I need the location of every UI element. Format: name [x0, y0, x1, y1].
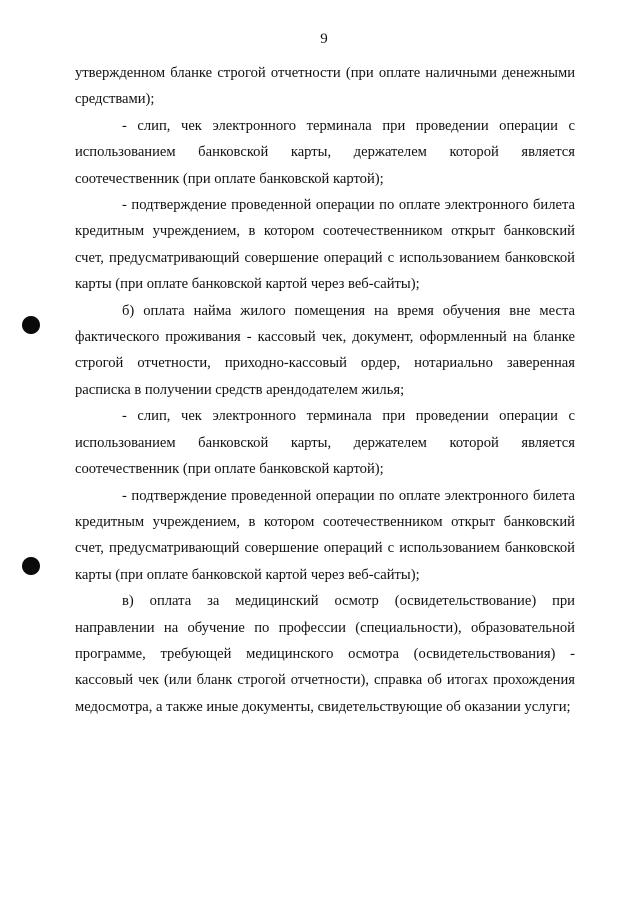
paragraph-slip-card-1: - слип, чек электронного терминала при проведении операции с использованием банковской карты, держателем которой является соотечественник (при оплате банковской картой); [75, 117, 575, 187]
paragraph-1-continuation: утвержденном бланке строгой отчетности (при оплате наличными денежными средствами); [75, 65, 575, 108]
punch-hole-mark [22, 557, 40, 575]
paragraph-eticket-confirmation-2: - подтверждение проведенной операции по оплате электронного билета кредитным учреждением, в котором соотечественником открыт банковский счет, предусматривающий совершение операций с использованием банковской карты (при оплате банковской картой через веб-сайты); [75, 487, 575, 583]
paragraph-v-medical-exam: в) оплата за медицинский осмотр (освидетельствование) при направлении на обучение по профессии (специальности), образовательной программе, требующей медицинского осмотра (освидетельствования) - кассовый чек (или бланк строгой отчетности), справка об итогах прохождения медосмотра, а также иные документы, свидетельствующие об оказании услуги; [75, 593, 575, 715]
page-number: 9 [320, 31, 328, 47]
document-body [75, 60, 575, 720]
punch-hole-mark [22, 316, 40, 334]
paragraph-eticket-confirmation-1: - подтверждение проведенной операции по оплате электронного билета кредитным учреждением, в котором соотечественником открыт банковский счет, предусматривающий совершение операций с использованием банковской карты (при оплате банковской картой через веб-сайты); [75, 197, 575, 293]
paragraph-b-housing-rent: б) оплата найма жилого помещения на время обучения вне места фактического проживания - кассовый чек, документ, оформленный на бланке строгой отчетности, приходно-кассовый ордер, нотариально заверенная расписка в получении средств арендодателем жилья; [75, 302, 575, 398]
paragraph-slip-card-2: - слип, чек электронного терминала при проведении операции с использованием банковской карты, держателем которой является соотечественник (при оплате банковской картой); [75, 408, 575, 478]
